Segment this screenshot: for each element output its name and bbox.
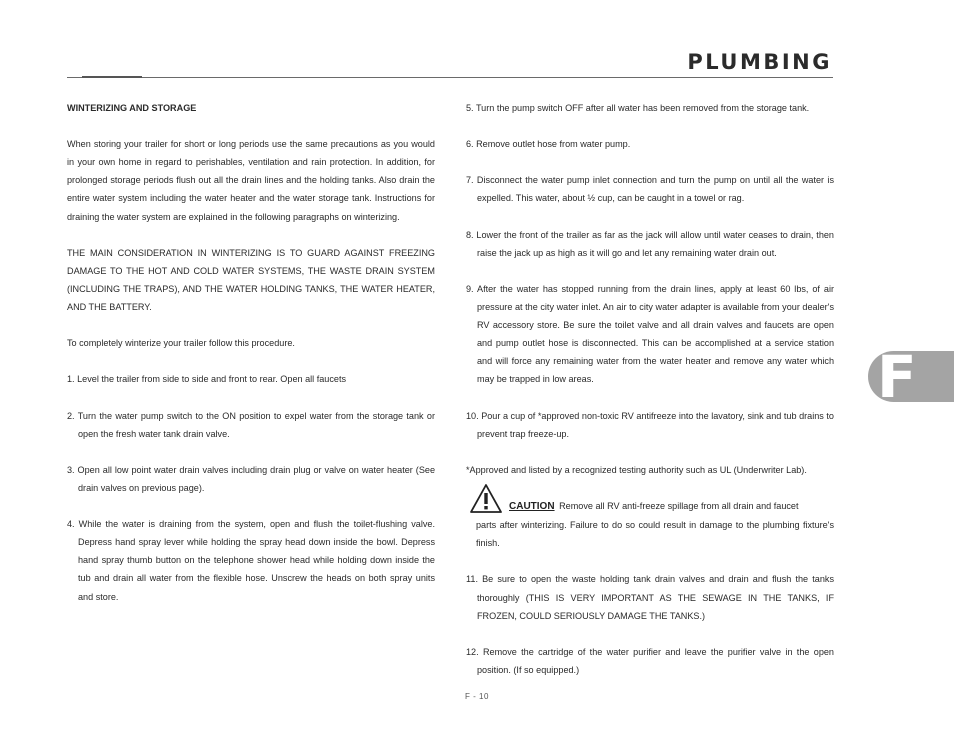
step-3: 3. Open all low point water drain valves including drain plug or valve on water heater (See drain valves on previous page). xyxy=(67,464,435,493)
step-4: 4. While the water is draining from the system, open and flush the toilet-flushing valve. Depress hand spray lever while holding the spray head down inside the bowl. Depress hand spray thumb button on the telephone shower head while holding down inside the tub and drain all water from the flexible hose. Unscrew the heads on both spray units and store. xyxy=(67,519,435,602)
header-rule-accent xyxy=(82,76,142,78)
step-5: 5. Turn the pump switch OFF after all water has been removed from the storage tank. xyxy=(466,103,810,113)
page-number: F - 10 xyxy=(465,692,489,701)
caution-block xyxy=(466,497,834,552)
section-tab xyxy=(868,343,954,411)
step-1: 1. Level the trailer from side to side and front to rear. Open all faucets xyxy=(67,374,347,385)
header-rule xyxy=(67,77,833,78)
step-7: 7. Disconnect the water pump inlet connection and turn the pump on until all the water is expelled. This water, about ½ cup, can be caught in a towel or rag. xyxy=(466,175,834,204)
right-column xyxy=(466,99,834,679)
step-10: 10. Pour a cup of *approved non-toxic RV antifreeze into the lavatory, sink and tub drains to prevent trap freeze-up. xyxy=(466,410,834,439)
procedure-intro: To completely winterize your trailer follow this procedure. xyxy=(67,338,295,349)
step-8: 8. Lower the front of the trailer as far as the jack will allow until water ceases to drain, then raise the jack up as high as it will go and let any remaining water drain out. xyxy=(466,229,834,258)
intro-paragraph: When storing your trailer for short or long periods use the same precautions as you would in your own home in regard to perishables, ventilation and rain protection. In addition, for prolonged storage periods flush out all the drain lines and the holding tanks. Also drain the entire water system including the water heater and the water storage tank. Instructions for draining the water system are explained in the following paragraphs on winterizing. xyxy=(67,139,435,222)
footnote: *Approved and listed by a recognized testing authority such as UL (Underwriter Lab). xyxy=(466,464,807,475)
warning-paragraph: THE MAIN CONSIDERATION IN WINTERIZING IS TO GUARD AGAINST FREEZING DAMAGE TO THE HOT AND COLD WATER SYSTEMS, THE WASTE DRAIN SYSTEM (INCLUDING THE TRAPS), AND THE WATER HOLDING TANKS, THE WATER HEATER, AND THE BATTERY. xyxy=(67,247,435,313)
step-2: 2. Turn the water pump switch to the ON position to expel water from the storage tank or open the fresh water tank drain valve. xyxy=(67,410,435,439)
step-6: 6. Remove outlet hose from water pump. xyxy=(466,139,631,150)
page-title: PLUMBING xyxy=(687,50,832,74)
left-column xyxy=(67,99,435,606)
step-11: 11. Be sure to open the waste holding tank drain valves and drain and flush the tanks thoroughly (THIS IS VERY IMPORTANT AS THE SEWAGE IN THE TANKS, IF FROZEN, COULD SERIOUSLY DAMAGE THE TANKS.) xyxy=(466,574,834,621)
caution-first-line xyxy=(509,497,834,516)
step-9: 9. After the water has stopped running from the drain lines, apply at least 60 lbs, of air pressure at the city water inlet. An air to city water adapter is available from your dealer's RV accessory store. Be sure the toilet valve and all drain valves and faucets are open and pump outlet hose is disconnected. This can be accomplished at a service station and will force any remaining water from the water heater and remove any water which may be trapped in low areas. xyxy=(466,283,834,385)
caution-label: CAUTION xyxy=(509,501,555,513)
section-tab-letter: F xyxy=(877,343,917,411)
section-heading: WINTERIZING AND STORAGE xyxy=(67,103,197,113)
caution-text-first: Remove all RV anti-freeze spillage from all drain and faucet xyxy=(559,501,799,512)
step-12: 12. Remove the cartridge of the water purifier and leave the purifier valve in the open position. (If so equipped.) xyxy=(466,646,834,675)
caution-text-rest: parts after winterizing. Failure to do so could result in damage to the plumbing fixture's finish. xyxy=(476,520,834,549)
warning-triangle-icon xyxy=(469,483,503,514)
